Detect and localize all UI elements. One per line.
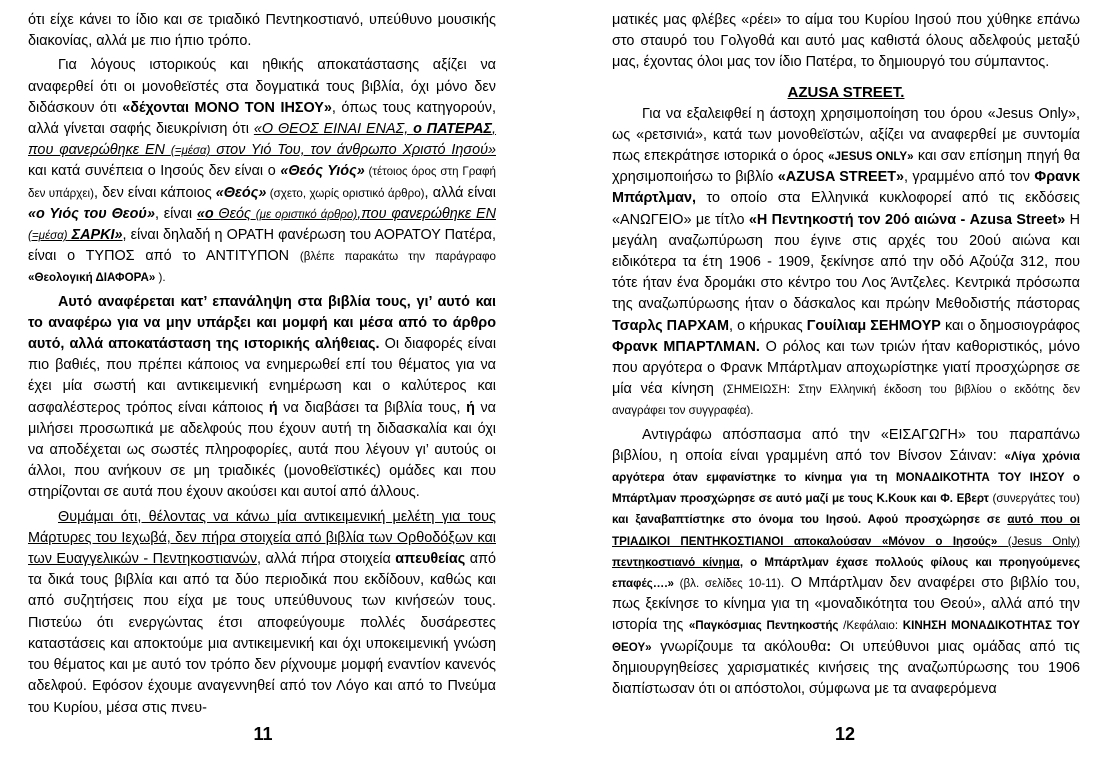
right-page: [612, 10, 1080, 700]
text-run: (με οριστικό άρθρο): [255, 207, 358, 221]
text-run: «δέχονται ΜΟΝΟ ΤΟΝ ΙΗΣΟΥ»: [122, 99, 332, 116]
text-run: να μιλήσει προσωπικά με αδελφούς που έχουν αυτή τη διδασκαλία και όχι να αποδέχεται ως σωστές πληροφορίες, αυτά που λέγουν γι’ αυτούς οι άλλοι, που ανήκουν σε μη τριαδικές (μονοθεϊστικές) ομάδες και που στηρίζονται σε αυτά που έχουν ακούσει και αυτοί από άλλους.: [28, 399, 496, 501]
text-run: Φρανκ Μπάρτλμαν,: [612, 169, 1080, 207]
text-run: (βλ. σελίδες 10-11).: [674, 577, 785, 591]
text-run: ΣΑΡΚΙ»: [67, 227, 123, 244]
text-run: Φρανκ ΜΠΑΡΤΛΜΑΝ.: [612, 338, 760, 355]
text-run: ή: [268, 399, 278, 416]
text-run: , γραμμένο από τον: [903, 169, 1035, 186]
text-run: Ο Μπάρτλμαν δεν αναφέρει στο βιβλίο του, πως ξεκίνησε το κίνημα για τη «μοναδικότητα του Θεού», αλλά από την ιστορία της: [612, 575, 1080, 634]
text-run: (συνεργάτες του): [992, 492, 1080, 506]
text-run: (σχετο, χωρίς οριστικό άρθρο): [266, 186, 425, 200]
text-run: και κατά συνέπεια ο Ιησούς δεν είναι ο: [28, 163, 281, 180]
text-run: , δεν είναι κάποιος: [93, 184, 216, 201]
text-run: Αυτό αναφέρεται κατ’ επανάληψη στα βιβλία τους, γι’ αυτό και το αναφέρω για να μην υπάρξει και μομφή και μέσα από το άρθρο αυτό, αλλά αποκατάσταση της ιστορικής αλήθειας.: [28, 293, 496, 353]
text-run: ΚΙΝΗΣΗ ΜΟΝΑΔΙΚΟΤΗΤΑΣ ΤΟΥ ΘΕΟΥ»: [612, 619, 1080, 654]
paragraph-1: ματικές μας φλέβες «ρέει» το αίμα του Κυρίου Ιησού που χύθηκε επάνω στο σταυρό του Γολγοθά και αυτό μας καθιστά όλους αδελφούς μεταξύ μας, έχοντας όλοι μας τον ίδιο Πατέρα, το δημιουργό του σύμπαντος.: [612, 12, 1080, 71]
text-run: απευθείας: [395, 551, 466, 568]
text-run: (ΣΗΜΕΙΩΣΗ: Στην Ελληνική έκδοση του βιβλίου ο εκδότης δεν αναγράφει τον συγγραφέα).: [612, 383, 1081, 418]
text-run: (βλέπε παρακάτω την παράγραφο: [299, 250, 496, 264]
text-run: «Ο ΘΕΟΣ ΕΙΝΑΙ ΕΝΑΣ,: [253, 121, 414, 138]
text-run: να διαβάσει τα βιβλία τους,: [277, 399, 467, 416]
text-run: πεντηκοστιανό κίνημα: [612, 555, 740, 569]
text-run: από τα δικά τους βιβλία και από τα δύο περιοδικά που εκδίδουν, καθώς και από συζητήσεις που είχα με τους υπεύθυνους των κινήσεών τους. Πιστεύω ότι ενεργώντας έτσι αποφεύγουμε πολλές δυσάρεστες καταστάσεις και αποκτούμε μια αντικειμενική και όχι υποκειμενική γνώση του θέματος και με αυτό τον τρόπο δεν ρίχνουμε μομφή εναντίον κανενός αδελφού. Εφόσον έχουμε αναγεννηθεί από τον Λόγο και από το Πνεύμα του Κυρίου, μέσα στις πνευ-: [28, 551, 496, 716]
text-run: «AZUSA STREET»: [777, 169, 904, 186]
text-run: στον Υιό Του, τον άνθρωπο Χριστό Ιησού»: [210, 142, 496, 159]
left-page: [28, 10, 496, 719]
text-run: Αντιγράφω απόσπασμα από την «ΕΙΣΑΓΩΓΗ» του παραπάνω βιβλίου, η οποία είναι γραμμένη από τον Βίνσον Σάιναν:: [612, 426, 1080, 464]
text-run: , αλλά είναι: [424, 184, 496, 201]
text-run: (Jesus Only): [997, 534, 1080, 548]
text-run: Γουίλιαμ ΣΕΗΜΟΥΡ: [806, 317, 941, 334]
text-run: «ο: [196, 205, 219, 222]
page-number: 11: [253, 724, 273, 744]
text-run: , που φανερώθηκε ΕΝ: [28, 121, 497, 159]
text-run: και ξαναβαπτίστηκε στο όνομα του Ιησού. Αφού προσχώρησε σε: [612, 513, 1008, 527]
text-run: «Θεολογική ΔΙΑΦΟΡΑ»: [28, 271, 156, 285]
text-run: και σαν επίσημη πηγή θα χρησιμοποιήσω το βιβλίο: [612, 148, 1081, 186]
text-run: /Κεφάλαιο:: [838, 619, 903, 633]
text-run: το οποίο στα Ελληνικά κυκλοφορεί από τις εκδόσεις «ΑΝΩΓΕΙΟ» με τίτλο: [612, 190, 1080, 228]
text-run: Θυμάμαι ότι, θέλοντας να κάνω μία αντικειμενική μελέτη για τους Μάρτυρες του Ιεχωβά, δεν πήρα στοιχεία από βιβλία των Ορθοδόξων και των Ευαγγελικών - Πεντηκοστιανών,: [28, 508, 496, 568]
text-run: Για λόγους ιστορικούς και ηθικής αποκατάστασης αξίζει να αναφερθεί ότι οι μονοθεϊστές στα δογματικά τους βιβλία, όχι μόνο δεν διδάσκουν ότι: [28, 57, 496, 116]
text-run: :: [826, 638, 832, 655]
paragraph-1: ότι είχε κάνει το ίδιο και σε τριαδικό Πεντηκοστιανό, υπεύθυνο μουσικής διακονίας, αλλά με πιο ήπιο τρόπο.: [28, 12, 496, 50]
text-run: ,που φανερώθηκε ΕΝ: [357, 205, 496, 222]
section-heading: AZUSA STREET.: [787, 83, 905, 101]
page-number: 12: [834, 724, 856, 744]
text-run: «Λίγα χρόνια αργότερα όταν εμφανίστηκε το κίνημα για τη ΜΟΝΑΔΙΚΟΤΗΤΑ ΤΟΥ ΙΗΣΟΥ ο Μπάρτλμαν προσχώρησε σε αυτό μαζί με τους Κ.Κουκ και Φ. Εβερτ: [612, 449, 1080, 506]
text-run: , ο Μπάρτλμαν έχασε πολλούς φίλους και προηγούμενες επαφές….»: [612, 555, 1080, 591]
text-run: (=μέσα): [28, 229, 68, 243]
text-run: (=μέσα): [170, 144, 211, 158]
text-run: αλλά πήρα στοιχεία: [261, 551, 396, 568]
text-run: , είναι: [154, 205, 197, 222]
text-run: , είναι δηλαδή η ΟΡΑΤΗ φανέρωση του ΑΟΡΑΤΟΥ Πατέρα, είναι ο ΤΥΠΟΣ από το ΑΝΤΙΤΥΠΟΝ: [28, 227, 496, 265]
paragraph-3: [612, 425, 1080, 701]
text-run: «Θεός Υιός»: [280, 163, 365, 180]
text-run: Για να εξαλειφθεί η άστοχη χρησιμοποίηση του όρου «Jesus Only», ως «ρετσινιά», κατά των μονοθεϊστών, αξίζει να αναφερθεί με συντομία πως επεκράτησε ιστορικά ο όρος: [612, 105, 1080, 165]
text-run: Οι διαφορές είναι πιο βαθιές, που πρέπει κάποιος να ενημερωθεί επί του θέματος για να έχει μία σωστή και αντικειμενική ενημέρωση και ο καλύτερος και ασφαλέστερος τρόπος είναι κάποιος: [28, 336, 497, 416]
text-run: Η μεγάλη αναζωπύρωση που έγινε στις αρχές του 20ού αιώνα και ειδικότερα τα έτη 1906 - 1909, ξεκίνησε από την οδό Αζούζα 312, που τότε ήταν ένα δρομάκι στο κέντρο του Λος Άντζελες. Κεντρικά πρόσωπα της αναζωπύρωσης ήταν ο δάσκαλος και πρώην Μεθοδιστής πάστορας: [612, 211, 1080, 313]
text-run: (τέτοιος όρος στη Γραφή δεν υπάρχει): [28, 165, 496, 200]
paragraph-3: [28, 292, 496, 504]
text-run: ο ΠΑΤΕΡΑΣ: [413, 121, 493, 138]
paragraph-2: [28, 55, 496, 288]
text-run: ).: [155, 271, 166, 285]
paragraph-4: [28, 507, 496, 719]
text-run: αυτό που οι ΤΡΙΑΔΙΚΟΙ ΠΕΝΤΗΚΟΣΤΙΑΝΟΙ αποκαλούσαν «Μόνον ο Ιησούς»: [612, 513, 1080, 548]
text-run: Οι υπεύθυνοι μιας ομάδας από τις δημιουργηθείσες χαρισματικές κινήσεις της αναζωπύρωσης του 1906 διαπίστωσαν ότι οι απόστολοι, σύμφωνα με τα αναφερόμενα: [612, 638, 1080, 698]
paragraph-2: [612, 104, 1080, 422]
text-run: «Θεός»: [215, 184, 267, 201]
text-run: , ο κήρυκας: [729, 317, 807, 334]
text-run: ή: [466, 399, 475, 416]
text-run: και ο δημοσιογράφος: [940, 317, 1080, 334]
text-run: Θεός: [218, 205, 256, 222]
text-run: , όπως τους κατηγορούν, αλλά γίνεται σαφής διευκρίνιση ότι: [28, 99, 496, 138]
text-run: «JESUS ONLY»: [828, 150, 914, 164]
text-run: γνωρίζουμε τα ακόλουθα: [651, 638, 827, 655]
text-run: Ο ρόλος και των τριών ήταν καθοριστικός, μόνο που αργότερα ο Φρανκ Μπάρτλμαν αποχωρίστηκε γιατί προσχώρησε σε μία νέα κίνηση: [612, 338, 1080, 398]
text-run: Τσαρλς ΠΑΡΧΑΜ: [612, 317, 730, 334]
text-run: «Η Πεντηκοστή τον 20ό αιώνα - Azusa Street»: [748, 211, 1066, 228]
text-run: «Παγκόσμιας Πεντηκοστής: [688, 619, 839, 633]
text-run: «ο Υιός του Θεού»: [28, 205, 155, 222]
